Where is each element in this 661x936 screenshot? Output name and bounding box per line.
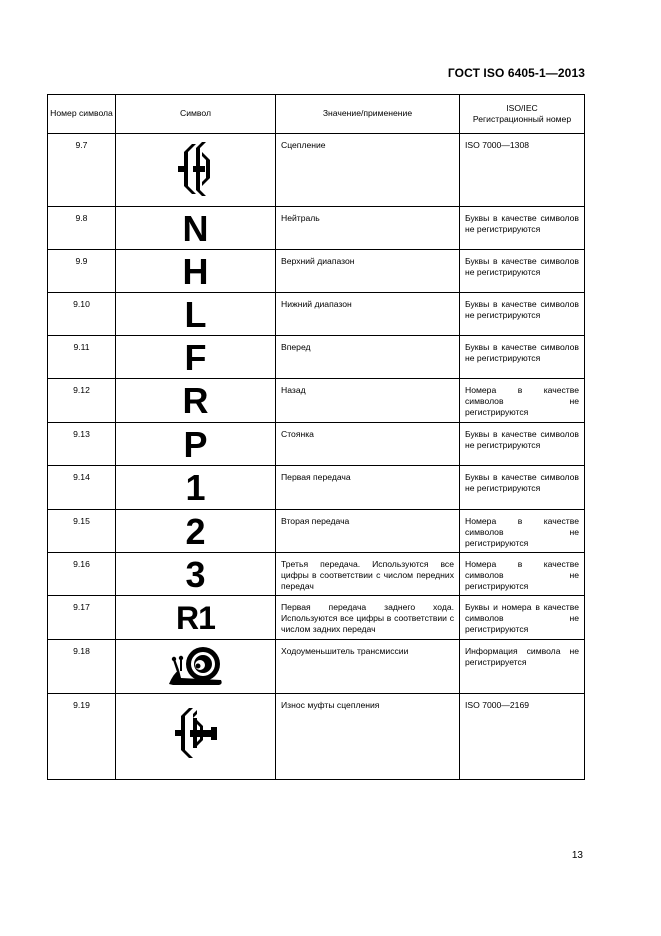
symbol-cell	[116, 423, 276, 466]
symbol-number: 9.10	[48, 293, 116, 336]
table-row	[48, 510, 585, 553]
symbol-number: 9.14	[48, 466, 116, 510]
symbol-number: 9.8	[48, 207, 116, 250]
clutch-icon	[176, 138, 216, 200]
symbol-letter: 3	[185, 554, 206, 595]
symbol-cell	[116, 640, 276, 694]
symbol-number: 9.11	[48, 336, 116, 379]
meaning-cell: Назад	[276, 379, 460, 423]
table-row	[48, 207, 585, 250]
symbol-letter: H	[182, 251, 209, 292]
symbol-number: 9.15	[48, 510, 116, 553]
table-header-row	[48, 95, 585, 134]
table-row	[48, 640, 585, 694]
registration-cell: Буквы в качестве символов не регистрируются	[460, 336, 585, 379]
table-row	[48, 250, 585, 293]
registration-cell: Информация символа не регистрируется	[460, 640, 585, 694]
registration-cell: Номера в качестве символов не регистрируются	[460, 510, 585, 553]
symbol-number: 9.9	[48, 250, 116, 293]
table-row	[48, 423, 585, 466]
meaning-cell: Первая передача	[276, 466, 460, 510]
registration-cell: Буквы в качестве символов не регистрируются	[460, 250, 585, 293]
snail-icon	[167, 644, 225, 688]
meaning-cell: Верхний диапазон	[276, 250, 460, 293]
symbol-number: 9.12	[48, 379, 116, 423]
table-row	[48, 134, 585, 207]
meaning-cell: Вперед	[276, 336, 460, 379]
table-row	[48, 694, 585, 780]
document-standard-header: ГОСТ ISO 6405-1—2013	[447, 66, 585, 80]
registration-cell: ISO 7000—1308	[460, 134, 585, 207]
meaning-cell: Стоянка	[276, 423, 460, 466]
symbol-letter: N	[182, 208, 209, 249]
symbol-letter: 2	[185, 511, 206, 552]
registration-cell: Буквы в качестве символов не регистрируются	[460, 207, 585, 250]
registration-cell: Буквы и номера в качестве символов не регистрируются	[460, 596, 585, 640]
symbol-cell	[116, 466, 276, 510]
symbol-letter: R1	[176, 600, 215, 636]
column-header-symbol: Символ	[116, 95, 276, 134]
registration-cell: Номера в качестве символов не регистрируются	[460, 379, 585, 423]
symbol-letter: F	[184, 337, 207, 378]
table-row	[48, 379, 585, 423]
symbol-number: 9.18	[48, 640, 116, 694]
symbol-number: 9.7	[48, 134, 116, 207]
symbol-cell	[116, 207, 276, 250]
symbols-table	[47, 94, 585, 780]
table-row	[48, 596, 585, 640]
table-row	[48, 466, 585, 510]
symbol-cell	[116, 596, 276, 640]
registration-cell: Буквы в качестве символов не регистрируются	[460, 423, 585, 466]
symbol-number: 9.19	[48, 694, 116, 780]
registration-cell: Номера в качестве символов не регистрируются	[460, 553, 585, 596]
symbol-number: 9.16	[48, 553, 116, 596]
meaning-cell: Ходоуменьшитель трансмиссии	[276, 640, 460, 694]
table-row	[48, 336, 585, 379]
registration-cell: Буквы в качестве символов не регистрируются	[460, 466, 585, 510]
symbol-number: 9.17	[48, 596, 116, 640]
registration-cell: Буквы в качестве символов не регистрируются	[460, 293, 585, 336]
meaning-cell: Сцепление	[276, 134, 460, 207]
table-row	[48, 553, 585, 596]
symbol-number: 9.13	[48, 423, 116, 466]
column-header-registration	[460, 95, 585, 134]
symbol-letter: R	[182, 380, 209, 421]
symbol-cell	[116, 250, 276, 293]
symbol-letter: L	[184, 294, 207, 335]
column-header-number: Номер символа	[48, 95, 116, 134]
meaning-cell: Вторая передача	[276, 510, 460, 553]
symbol-cell	[116, 510, 276, 553]
symbol-letter: P	[183, 424, 208, 465]
clutch-wear-icon	[173, 700, 219, 766]
registration-cell: ISO 7000—2169	[460, 694, 585, 780]
symbol-cell	[116, 293, 276, 336]
registration-header-line2: Регистрационный номер	[472, 114, 572, 124]
meaning-cell: Нижний диапазон	[276, 293, 460, 336]
page-number: 13	[571, 850, 583, 861]
symbol-letter: 1	[185, 467, 206, 508]
column-header-meaning: Значение/применение	[276, 95, 460, 134]
symbol-cell	[116, 379, 276, 423]
meaning-cell: Первая передача заднего хода. Используются все цифры в соответствии с числом задних передач	[276, 596, 460, 640]
symbol-cell	[116, 553, 276, 596]
table-row	[48, 293, 585, 336]
meaning-cell: Нейтраль	[276, 207, 460, 250]
meaning-cell: Третья передача. Используются все цифры в соответствии с числом передних передач	[276, 553, 460, 596]
meaning-cell: Износ муфты сцепления	[276, 694, 460, 780]
registration-header-line1: ISO/IEC	[506, 102, 538, 113]
symbol-cell	[116, 336, 276, 379]
symbol-cell	[116, 694, 276, 780]
symbol-cell	[116, 134, 276, 207]
